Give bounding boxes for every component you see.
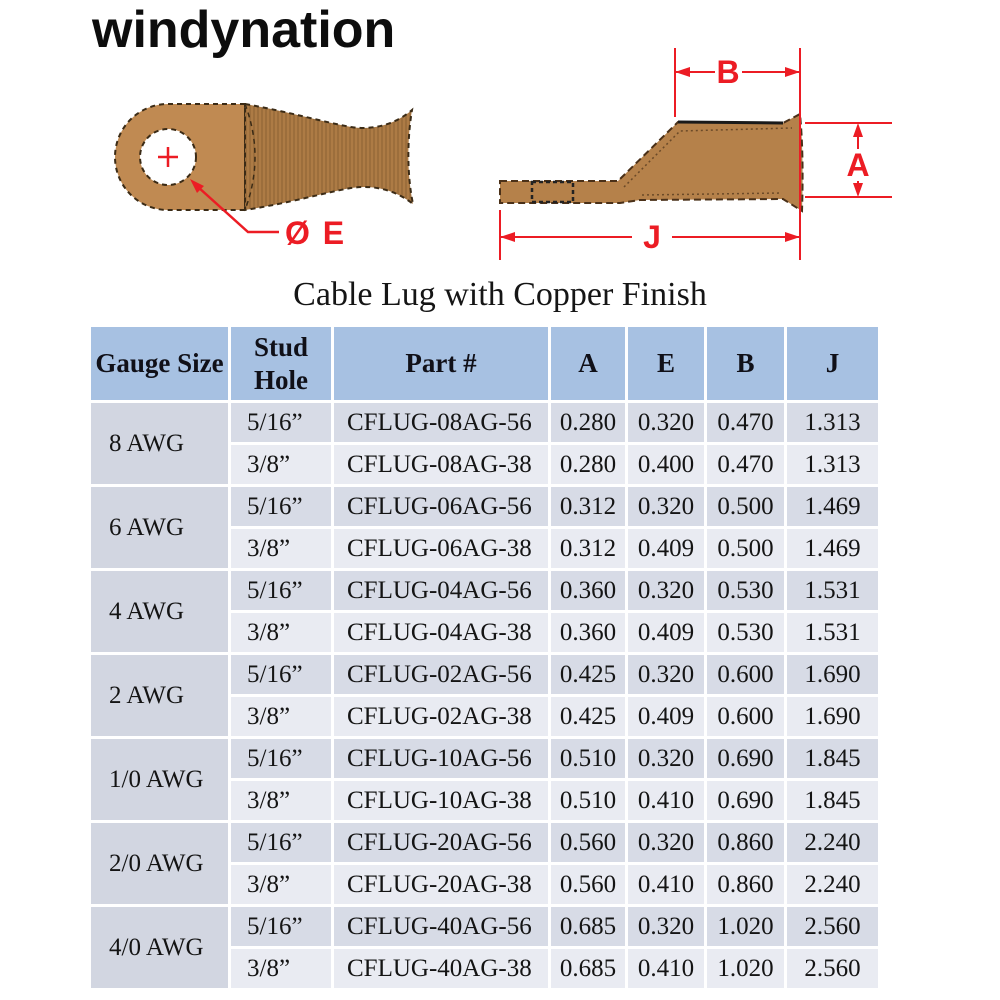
dim-b-value-cell: 0.860 — [707, 823, 784, 862]
dim-b-arrow-right — [785, 67, 800, 77]
hole-diameter-label: Ø E — [285, 215, 347, 251]
column-header-gauge-size: Gauge Size — [91, 327, 228, 400]
gauge-size-cell: 1/0 AWG — [91, 739, 228, 820]
column-header-e: E — [628, 327, 704, 400]
stud-hole-cell: 5/16” — [231, 655, 331, 694]
dim-j-value-cell: 1.690 — [787, 697, 878, 736]
dim-j-value-cell: 1.531 — [787, 613, 878, 652]
dim-b-value-cell: 0.530 — [707, 571, 784, 610]
table-row — [91, 823, 878, 862]
dim-e-value-cell: 0.409 — [628, 697, 704, 736]
dim-b-arrow-left — [675, 67, 690, 77]
part-number-cell: CFLUG-06AG-56 — [334, 487, 548, 526]
spec-table-body — [91, 403, 878, 988]
dim-b-value-cell: 0.470 — [707, 403, 784, 442]
stud-hole-cell: 3/8” — [231, 781, 331, 820]
gauge-size-cell: 4/0 AWG — [91, 907, 228, 988]
dim-a-arrow-bottom — [853, 183, 863, 197]
spec-table-head-row — [91, 327, 878, 400]
dim-j-arrow-left — [500, 232, 515, 242]
dim-b-label: B — [716, 54, 740, 90]
gauge-size-cell: 4 AWG — [91, 571, 228, 652]
dim-e-value-cell: 0.410 — [628, 781, 704, 820]
gauge-size-cell: 2 AWG — [91, 655, 228, 736]
dim-e-value-cell: 0.320 — [628, 739, 704, 778]
part-number-cell: CFLUG-04AG-56 — [334, 571, 548, 610]
part-number-cell: CFLUG-02AG-38 — [334, 697, 548, 736]
dim-b-value-cell: 0.690 — [707, 781, 784, 820]
dim-j-value-cell: 1.845 — [787, 781, 878, 820]
dim-b-value-cell: 0.860 — [707, 865, 784, 904]
dim-j-arrow-right — [785, 232, 800, 242]
dim-a-arrow-top — [853, 123, 863, 137]
dim-j-value-cell: 1.313 — [787, 445, 878, 484]
dim-b-value-cell: 0.470 — [707, 445, 784, 484]
dim-e-value-cell: 0.320 — [628, 487, 704, 526]
dim-j-value-cell: 1.469 — [787, 487, 878, 526]
dim-a-value-cell: 0.685 — [551, 949, 625, 988]
lug-top-view-diagram — [85, 80, 460, 265]
dim-a-value-cell: 0.312 — [551, 487, 625, 526]
table-row — [91, 907, 878, 946]
stud-hole-cell: 3/8” — [231, 949, 331, 988]
dim-j-value-cell: 1.531 — [787, 571, 878, 610]
column-header-j: J — [787, 327, 878, 400]
dim-e-value-cell: 0.320 — [628, 403, 704, 442]
dim-e-value-cell: 0.409 — [628, 613, 704, 652]
dim-e-value-cell: 0.400 — [628, 445, 704, 484]
part-number-cell: CFLUG-40AG-56 — [334, 907, 548, 946]
dim-a-value-cell: 0.510 — [551, 739, 625, 778]
dim-j-value-cell: 1.313 — [787, 403, 878, 442]
column-header-a: A — [551, 327, 625, 400]
dim-a-value-cell: 0.510 — [551, 781, 625, 820]
part-number-cell: CFLUG-08AG-56 — [334, 403, 548, 442]
dim-j-value-cell: 2.560 — [787, 907, 878, 946]
barrel-top-edge — [678, 122, 783, 123]
dim-j-value-cell: 1.469 — [787, 529, 878, 568]
dim-e-value-cell: 0.410 — [628, 949, 704, 988]
stud-hole-cell: 3/8” — [231, 529, 331, 568]
part-number-cell: CFLUG-02AG-56 — [334, 655, 548, 694]
dim-b-value-cell: 0.530 — [707, 613, 784, 652]
stud-hole-cell: 5/16” — [231, 487, 331, 526]
dim-a-value-cell: 0.280 — [551, 445, 625, 484]
stud-hole-cell: 5/16” — [231, 823, 331, 862]
dim-a-value-cell: 0.280 — [551, 403, 625, 442]
dim-b-value-cell: 0.600 — [707, 655, 784, 694]
brand-logo: windynation — [92, 1, 396, 59]
dim-b-value-cell: 0.500 — [707, 529, 784, 568]
part-number-cell: CFLUG-04AG-38 — [334, 613, 548, 652]
spec-table — [88, 324, 881, 991]
dim-a-value-cell: 0.312 — [551, 529, 625, 568]
column-header-b: B — [707, 327, 784, 400]
stud-hole-cell: 5/16” — [231, 403, 331, 442]
dim-j-value-cell: 1.690 — [787, 655, 878, 694]
dim-j-label: J — [643, 219, 661, 255]
lug-barrel — [245, 104, 413, 210]
dim-e-value-cell: 0.320 — [628, 907, 704, 946]
stud-hole-cell: 3/8” — [231, 697, 331, 736]
dim-a-value-cell: 0.425 — [551, 697, 625, 736]
stud-hole-cell: 3/8” — [231, 865, 331, 904]
dim-a-value-cell: 0.425 — [551, 655, 625, 694]
column-header-part: Part # — [334, 327, 548, 400]
part-number-cell: CFLUG-20AG-56 — [334, 823, 548, 862]
part-number-cell: CFLUG-06AG-38 — [334, 529, 548, 568]
page-title: Cable Lug with Copper Finish — [293, 276, 707, 313]
stud-hole-cell: 5/16” — [231, 571, 331, 610]
column-header-stud-hole: Stud Hole — [231, 327, 331, 400]
stud-hole-cell: 3/8” — [231, 445, 331, 484]
dim-b-value-cell: 0.500 — [707, 487, 784, 526]
part-number-cell: CFLUG-10AG-56 — [334, 739, 548, 778]
part-number-cell: CFLUG-10AG-38 — [334, 781, 548, 820]
lug-side-view-diagram — [480, 35, 900, 270]
dim-a-label: A — [846, 147, 870, 183]
dim-e-value-cell: 0.320 — [628, 655, 704, 694]
dim-b-value-cell: 1.020 — [707, 949, 784, 988]
dim-j-value-cell: 2.560 — [787, 949, 878, 988]
dim-b-value-cell: 0.690 — [707, 739, 784, 778]
gauge-size-cell: 6 AWG — [91, 487, 228, 568]
gauge-size-cell: 8 AWG — [91, 403, 228, 484]
part-number-cell: CFLUG-40AG-38 — [334, 949, 548, 988]
dim-j-value-cell: 1.845 — [787, 739, 878, 778]
table-row — [91, 487, 878, 526]
part-number-cell: CFLUG-08AG-38 — [334, 445, 548, 484]
dim-a-value-cell: 0.360 — [551, 571, 625, 610]
dim-j-value-cell: 2.240 — [787, 865, 878, 904]
table-row — [91, 655, 878, 694]
dim-b-value-cell: 0.600 — [707, 697, 784, 736]
part-number-cell: CFLUG-20AG-38 — [334, 865, 548, 904]
stud-hole-cell: 5/16” — [231, 739, 331, 778]
table-row — [91, 571, 878, 610]
dim-e-value-cell: 0.410 — [628, 865, 704, 904]
dim-e-value-cell: 0.409 — [628, 529, 704, 568]
dim-j-value-cell: 2.240 — [787, 823, 878, 862]
dim-e-value-cell: 0.320 — [628, 823, 704, 862]
table-row — [91, 739, 878, 778]
dim-a-value-cell: 0.360 — [551, 613, 625, 652]
table-row — [91, 403, 878, 442]
dim-e-value-cell: 0.320 — [628, 571, 704, 610]
gauge-size-cell: 2/0 AWG — [91, 823, 228, 904]
dim-b-value-cell: 1.020 — [707, 907, 784, 946]
dim-a-value-cell: 0.560 — [551, 865, 625, 904]
stud-hole-cell: 3/8” — [231, 613, 331, 652]
dim-a-value-cell: 0.685 — [551, 907, 625, 946]
dim-a-value-cell: 0.560 — [551, 823, 625, 862]
stud-hole-cell: 5/16” — [231, 907, 331, 946]
